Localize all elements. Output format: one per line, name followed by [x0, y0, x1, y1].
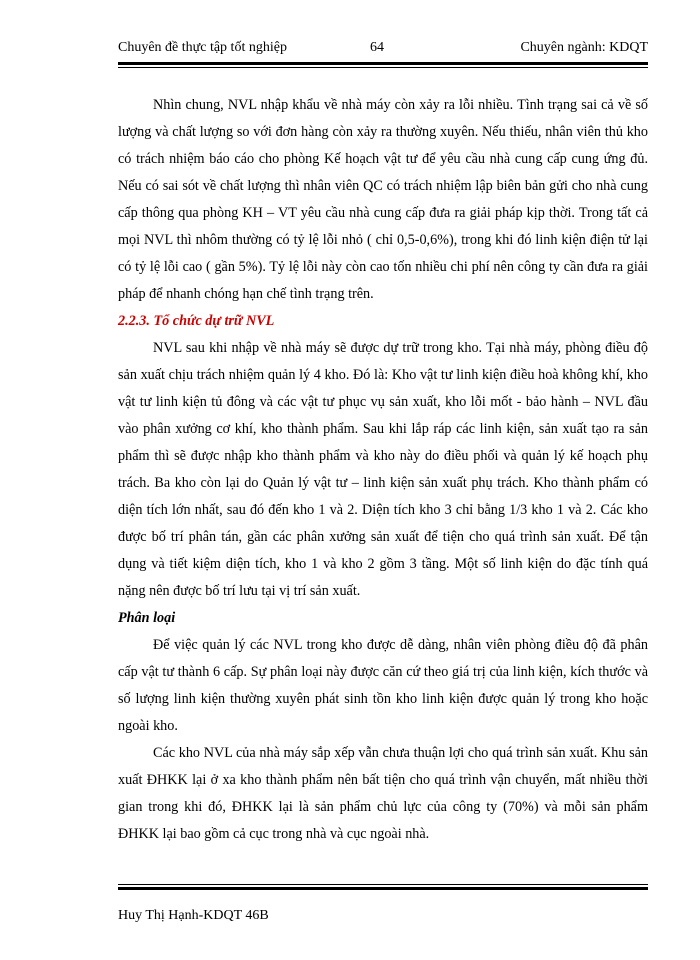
footer-rule-thin	[118, 884, 648, 885]
subsection-heading: Phân loại	[118, 610, 176, 626]
header-title: Chuyên đề thực tập tốt nghiệp	[118, 40, 287, 55]
paragraph-2: NVL sau khi nhập về nhà máy sẽ được dự trữ trong kho. Tại nhà máy, phòng điều độ sản xuất chịu trách nhiệm quản lý 4 kho. Đó là: Kho vật tư linh kiện điều hoà không khí, kho vật tư linh kiện tủ đông và các vật tư phục vụ sản xuất, kho lỗi mốt - bảo hành – NVL đầu vào phân xưởng cơ khí, kho thành phẩm. Sau khi lắp ráp các linh kiện, sản xuất tạo ra sản phẩm thì sẽ được nhập kho thành phẩm và kho này do điều phối và quản lý kế hoạch phụ trách. Ba kho còn lại do Quản lý vật tư – linh kiện sản xuất phụ trách. Kho thành phẩm có diện tích lớn nhất, sau đó đến kho 1 và 2. Diện tích kho 3 chỉ bằng 1/3 kho 1 và 2. Các kho được bố trí phân tán, gần các phân xưởng sản xuất để tiện cho quá trình sản xuất. Để tận dụng và tiết kiệm diện tích, kho 1 và kho 2 gồm 3 tầng. Một số linh kiện do đặc tính quá nặng nên được bố trí lưu tại vị trí sản xuất.	[118, 340, 648, 599]
paragraph-3: Để việc quản lý các NVL trong kho được dễ dàng, nhân viên phòng điều độ đã phân cấp vật tư thành 6 cấp. Sự phân loại này được căn cứ theo giá trị của linh kiện, kích thước và số lượng linh kiện thường xuyên phát sinh tồn kho linh kiện được quản lý trong kho hoặc ngoài kho.	[118, 637, 648, 734]
header-rule-thin	[118, 67, 648, 68]
paragraph-1: Nhìn chung, NVL nhập khẩu về nhà máy còn xảy ra lỗi nhiều. Tình trạng sai cả về số lượng và chất lượng so với đơn hàng còn xảy ra thường xuyên. Nếu thiếu, nhân viên thủ kho có trách nhiệm báo cáo cho phòng Kế hoạch vật tư để yêu cầu nhà cung cấp cung ứng đủ. Nếu có sai sót về chất lượng thì nhân viên QC có trách nhiệm lập biên bản gửi cho nhà cung cấp thông qua phòng KH – VT yêu cầu nhà cung cấp đưa ra giải pháp kịp thời. Trong tất cả mọi NVL thì nhôm thường có tỷ lệ lỗi nhỏ ( chỉ 0,5-0,6%), trong khi đó linh kiện điện tử lại có tỷ lệ lỗi cao ( gần 5%). Tỷ lệ lỗi này còn cao tốn nhiều chi phí nên công ty cần đưa ra giải pháp để nhanh chóng hạn chế tình trạng trên.	[118, 97, 648, 302]
page-header	[118, 38, 648, 58]
header-rule-thick	[118, 62, 648, 65]
footer-rule-thick	[118, 887, 648, 890]
page-footer: Huy Thị Hạnh-KDQT 46B	[118, 908, 269, 923]
header-page-number: 64	[370, 40, 384, 55]
header-major: Chuyên ngành: KDQT	[520, 40, 648, 55]
paragraph-4: Các kho NVL của nhà máy sắp xếp vẫn chưa thuận lợi cho quá trình sản xuất. Khu sản xuất ĐHKK lại ở xa kho thành phẩm nên bất tiện cho quá trình vận chuyển, mất nhiều thời gian trong khi đó, ĐHKK lại là sản phẩm chủ lực của công ty (70%) và mỗi sản phẩm ĐHKK lại bao gồm cả cục trong nhà và cục ngoài nhà.	[118, 745, 648, 842]
page-content	[118, 92, 648, 848]
section-heading: 2.2.3. Tổ chức dự trữ NVL	[118, 313, 275, 329]
